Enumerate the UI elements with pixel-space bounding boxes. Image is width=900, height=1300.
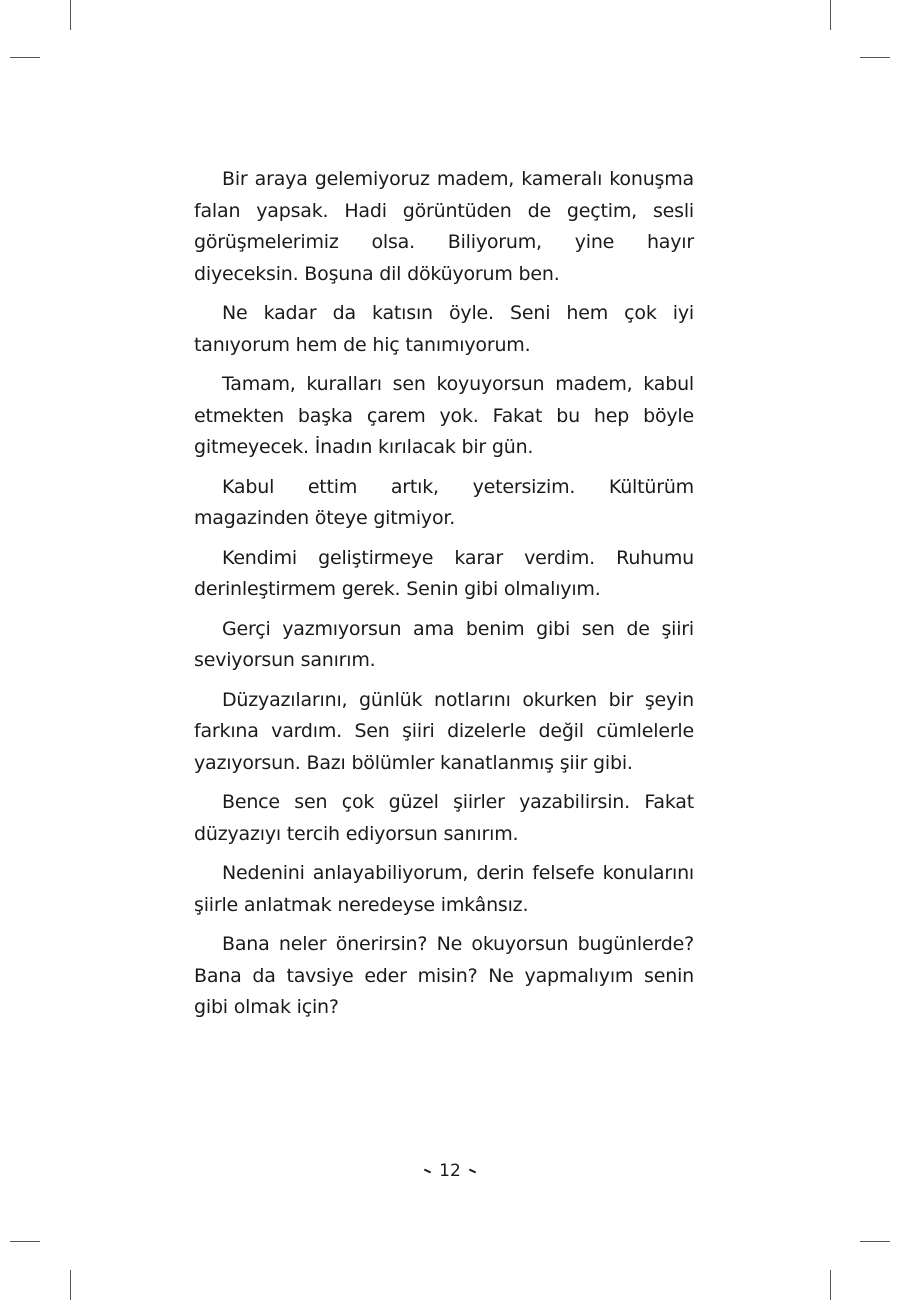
body-text [194,164,694,1032]
page-footer [0,1161,900,1181]
paragraph: Bence sen çok güzel şiirler yazabilirsin. Fakat düzyazıyı tercih ediyorsun sanırım. [194,791,694,845]
crop-mark-top-right [830,0,831,30]
paragraph: Kendimi geliştirmeye karar verdim. Ruhumu derinleştirmem gerek. Senin gibi olmalıyım. [194,546,694,600]
crop-mark-top-right-h [860,57,890,58]
paragraph: Gerçi yazmıyorsun ama benim gibi sen de şiiri seviyorsun sanırım. [194,617,694,671]
page-number: 12 [439,1161,461,1181]
folio-ornament-right [469,1169,476,1174]
paragraph: Nedenini anlayabiliyorum, derin felsefe konularını şiirle anlatmak neredeyse imkânsız. [194,862,694,916]
crop-mark-top-left [70,0,71,30]
crop-mark-bottom-right [830,1270,831,1300]
paragraph: Kabul ettim artık, yetersizim. Kültürüm magazinden öteye gitmiyor. [194,475,694,529]
paragraph: Düzyazılarını, günlük notlarını okurken bir şeyin farkına vardım. Sen şiiri dizelerle değil cümlelerle yazıyorsun. Bazı bölümler kanatlanmış şiir gibi. [194,688,694,774]
folio-ornament-left [424,1169,431,1174]
crop-mark-bottom-right-h [860,1241,890,1242]
crop-mark-top-left-h [10,57,40,58]
crop-mark-bottom-left-h [10,1241,40,1242]
paragraph: Bana neler önerirsin? Ne okuyorsun bugünlerde? Bana da tavsiye eder misin? Ne yapmalıyım senin gibi olmak için? [194,933,694,1018]
crop-mark-bottom-left [70,1270,71,1300]
paragraph: Bir araya gelemiyoruz madem, kameralı konuşma falan yapsak. Hadi görüntüden de geçtim, sesli görüşmelerimiz olsa. Biliyorum, yine hayır diyeceksin. Boşuna dil döküyorum ben. [194,168,694,285]
paragraph: Tamam, kuralları sen koyuyorsun madem, kabul etmekten başka çarem yok. Fakat bu hep böyle gitmeyecek. İnadın kırılacak bir gün. [194,373,694,458]
paragraph: Ne kadar da katısın öyle. Seni hem çok iyi tanıyorum hem de hiç tanımıyorum. [194,302,694,356]
